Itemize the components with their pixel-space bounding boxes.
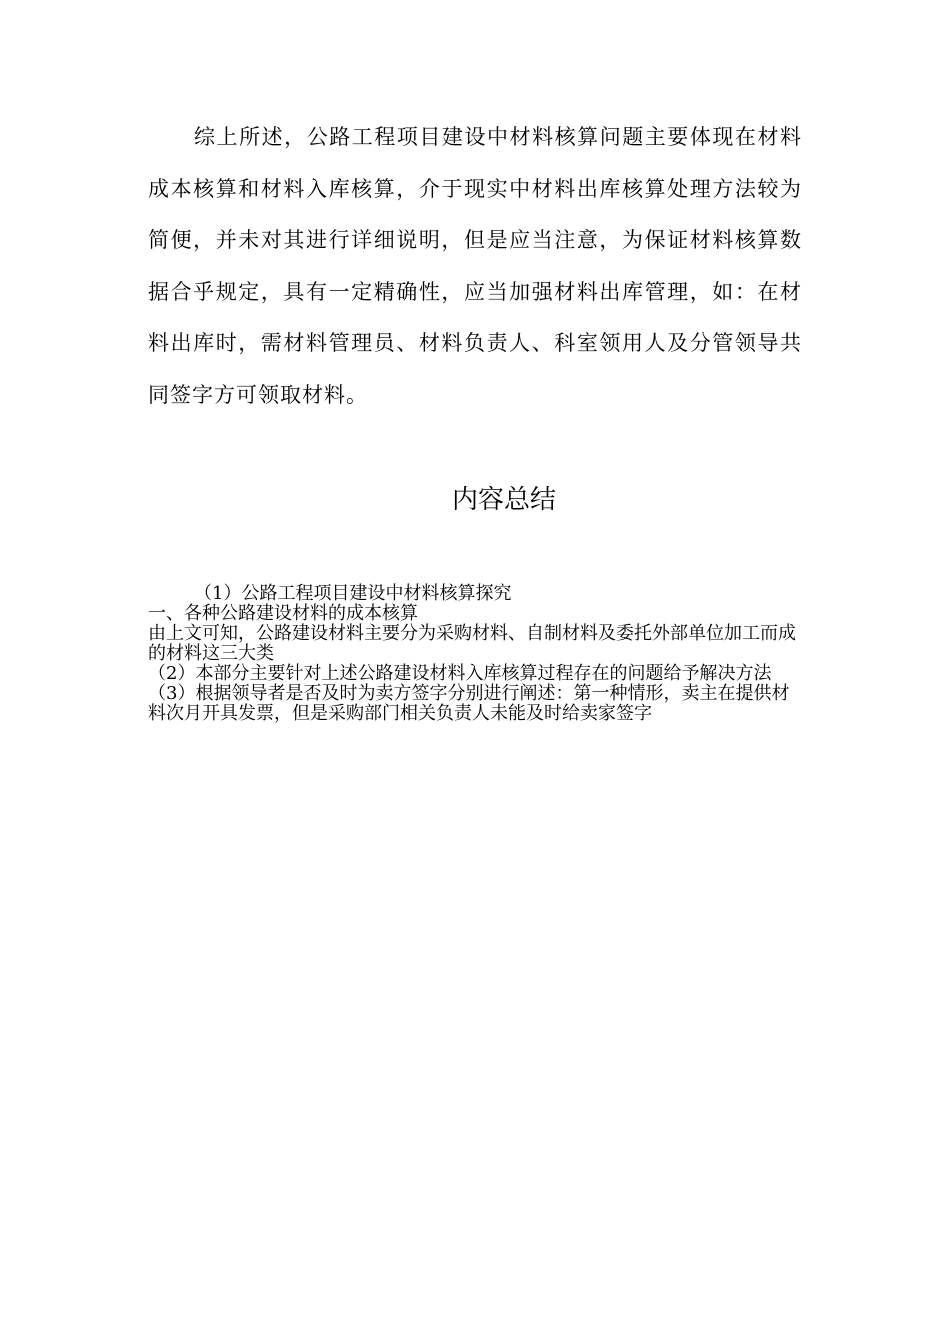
summary-heading: 一、各种公路建设材料的成本核算 <box>148 603 418 624</box>
summary-text: 由上文可知，公路建设材料主要分为采购材料、自制材料及委托外部单位加工而成的材料这三大类 <box>148 623 796 664</box>
summary-item-2: （2）本部分主要针对上述公路建设材料入库核算过程存在的问题给予解决方法 <box>148 663 772 684</box>
summary-item-1: （1）公路工程项目建设中材料核算探究 <box>194 583 512 604</box>
summary-block <box>148 584 802 724</box>
section-title: 内容总结 <box>451 485 556 515</box>
summary-item-3: （3）根据领导者是否及时为卖方签字分别进行阐述：第一种情形，卖主在提供材料次月开具发票，但是采购部门相关负责人未能及时给卖家签字 <box>148 683 790 724</box>
conclusion-paragraph: 综上所述，公路工程项目建设中材料核算问题主要体现在材料成本核算和材料入库核算，介于现实中材料出库核算处理方法较为简便，并未对其进行详细说明，但是应当注意，为保证材料核算数据合乎规定，具有一定精确性，应当加强材料出库管理，如：在材料出库时，需材料管理员、材料负责人、科室领用人及分管领导共同签字方可领取材料。 <box>148 125 802 407</box>
